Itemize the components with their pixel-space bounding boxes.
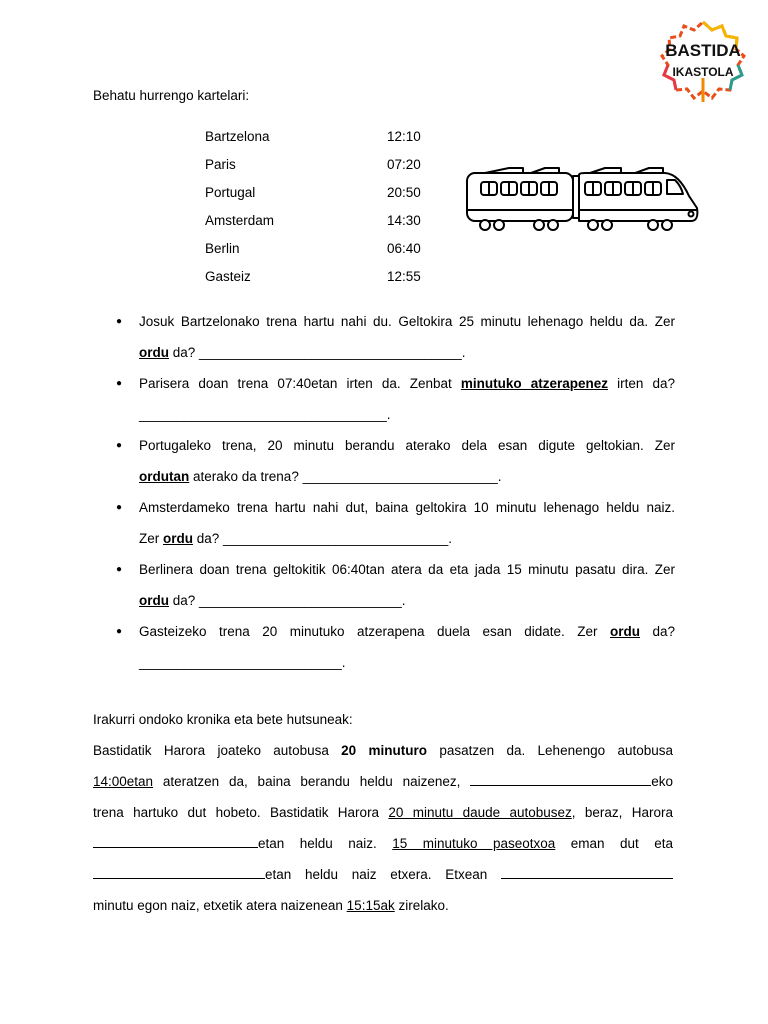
question-line: ● Portugaleko trena, 20 minutu berandu aterako dela esan digute geltokian. Zer	[139, 438, 675, 453]
answer-blank[interactable]: ___________________________.	[139, 655, 346, 670]
story-text: trena hartuko dut hobeto. Bastidatik Harora	[93, 805, 389, 820]
city: Portugal	[205, 185, 256, 200]
keyword: 20 minuturo	[341, 743, 428, 758]
time: 07:20	[387, 157, 421, 172]
question-item	[110, 616, 675, 678]
question-text: Zer	[139, 531, 164, 546]
story-text: ateratzen da, baina berandu heldu naizenez,	[153, 774, 471, 789]
schedule-row	[205, 185, 445, 205]
story-text: eman dut eta	[555, 836, 673, 851]
keyword: ordu	[610, 624, 640, 639]
time: 12:55	[387, 269, 421, 284]
schedule-row	[205, 157, 445, 177]
answer-blank[interactable]: da? ___________________________.	[169, 593, 406, 608]
question-line	[139, 337, 675, 368]
city: Gasteiz	[205, 269, 251, 284]
question-line: ● Josuk Bartzelonako trena hartu nahi du. Geltokira 25 minutu lehenago heldu da. Zer	[139, 314, 675, 329]
answer-blank[interactable]	[470, 773, 651, 786]
story-text: etan heldu naiz.	[258, 836, 393, 851]
city: Berlin	[205, 241, 240, 256]
question-item	[110, 554, 675, 616]
question-item	[110, 368, 675, 430]
story-text: Bastidatik Harora joateko autobusa	[93, 743, 342, 758]
answer-blank[interactable]: aterako da trena? __________________________.	[189, 469, 502, 484]
story-line	[93, 766, 673, 797]
highlight: 15:15ak	[346, 898, 395, 913]
schedule-row	[205, 129, 445, 149]
story-text: minutu egon naiz, etxetik atera naizenean	[93, 898, 347, 913]
city: Paris	[205, 157, 236, 172]
highlight: 20 minutu daude autobusez	[388, 805, 572, 820]
answer-blank[interactable]	[93, 835, 258, 848]
story-title: Irakurri ondoko kronika eta bete hutsuneak:	[93, 712, 353, 727]
highlight: 15 minutuko paseotxoa	[392, 836, 556, 851]
question-text: Gasteizeko trena 20 minutuko atzerapena duela esan didate. Zer	[139, 624, 610, 639]
time: 12:10	[387, 129, 421, 144]
question-text: irten da?	[608, 376, 675, 391]
keyword: ordu	[139, 345, 169, 360]
question-line	[139, 523, 675, 554]
answer-blank[interactable]	[501, 866, 673, 879]
story-line	[93, 859, 673, 890]
question-item	[110, 492, 675, 554]
schedule-row	[205, 241, 445, 261]
story-text: eko	[651, 774, 673, 789]
story-text: zirelako.	[394, 898, 449, 913]
train-illustration	[465, 166, 701, 234]
question-item	[110, 430, 675, 492]
answer-blank[interactable]: da? ___________________________________.	[169, 345, 466, 360]
schedule-row	[205, 213, 445, 233]
schedule-row	[205, 269, 445, 289]
keyword: ordu	[139, 593, 169, 608]
question-list	[110, 306, 675, 678]
question-line	[139, 461, 675, 492]
question-line: ● Berlinera doan trena geltokitik 06:40tan atera da eta jada 15 minutu pasatu dira. Zer	[139, 562, 675, 577]
logo-text-bottom: IKASTOLA	[672, 65, 734, 79]
highlight: 14:00etan	[93, 774, 154, 789]
answer-blank[interactable]	[93, 866, 265, 879]
city: Bartzelona	[205, 129, 270, 144]
story-line	[93, 828, 673, 859]
story-line	[93, 735, 673, 766]
city: Amsterdam	[205, 213, 275, 228]
time: 14:30	[387, 213, 421, 228]
keyword: ordu	[163, 531, 194, 546]
school-logo	[660, 18, 746, 102]
story-line	[93, 797, 673, 828]
logo-text-top: BASTIDA	[665, 41, 741, 60]
question-line	[139, 616, 675, 647]
question-line	[139, 368, 675, 399]
keyword: ordutan	[139, 469, 190, 484]
question-text: da?	[640, 624, 675, 639]
answer-blank[interactable]: _________________________________.	[139, 407, 391, 422]
story-text: etan heldu naiz etxera. Etxean	[265, 867, 501, 882]
question-line	[139, 585, 675, 616]
story-line	[93, 890, 673, 921]
question-line: ● Amsterdameko trena hartu nahi dut, baina geltokira 10 minutu lehenago heldu naiz.	[139, 500, 675, 515]
story-section	[93, 704, 673, 921]
time: 20:50	[387, 185, 421, 200]
story-text: pasatzen da. Lehenengo autobusa	[427, 743, 673, 758]
story-text: , beraz, Harora	[571, 805, 673, 820]
question-item	[110, 306, 675, 368]
answer-blank[interactable]: da? ______________________________.	[193, 531, 453, 546]
intro-text: Behatu hurrengo kartelari:	[93, 88, 250, 103]
question-text: Parisera doan trena 07:40etan irten da. Zenbat	[139, 376, 461, 391]
keyword: minutuko atzerapenez	[460, 376, 608, 391]
time: 06:40	[387, 241, 421, 256]
